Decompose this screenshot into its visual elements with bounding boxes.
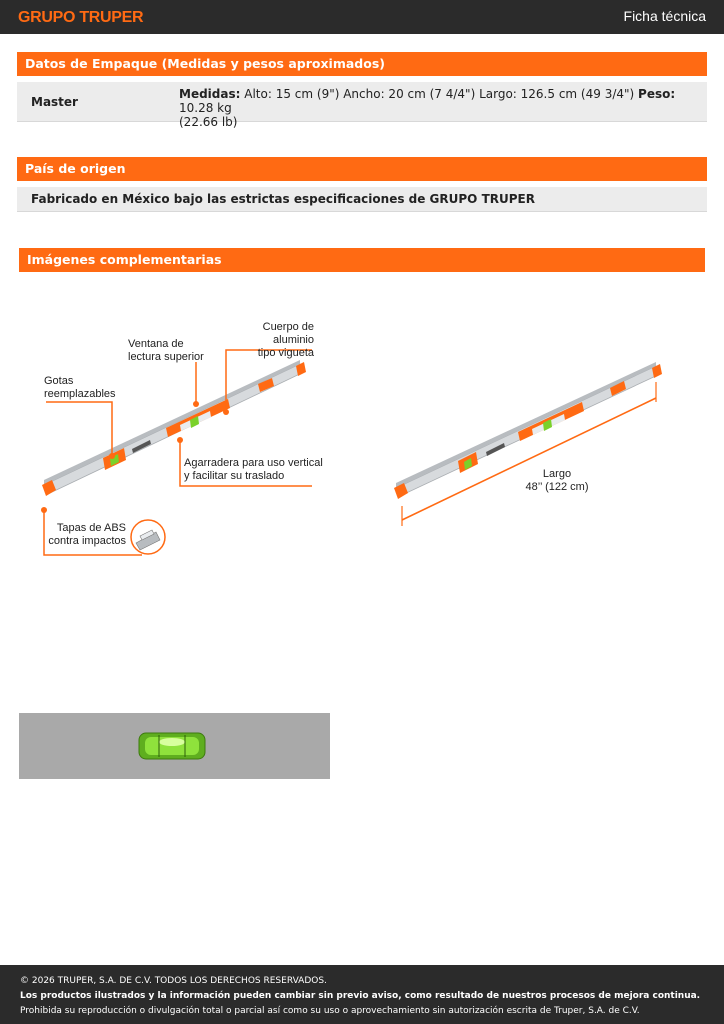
weight-value-lb: (22.66 lb) [179, 115, 238, 129]
callout-reading-window-line1: Ventana de [128, 338, 184, 350]
footer-prohibition: Prohibida su reproducción o divulgación total o parcial así como su uso o aprovechamiento sin autorización escrita de Truper, S.A. de C.V. [20, 1006, 640, 1016]
callout-handle-line2: y facilitar su traslado [184, 470, 285, 482]
measures-label: Medidas: [179, 87, 241, 101]
callout-aluminum-body-line2: tipo vigueta [257, 347, 314, 359]
length-dimension-line [402, 382, 656, 526]
vial-icon [19, 713, 330, 779]
cap-detail-icon [131, 520, 165, 554]
vial-closeup-image [19, 713, 330, 779]
callout-reading-window [128, 338, 204, 364]
document-type: Ficha técnica [623, 8, 706, 24]
brand-logo: GRUPO TRUPER [18, 9, 144, 26]
packaging-row-value [179, 87, 679, 129]
callout-abs-caps-line1: Tapas de ABS [56, 522, 126, 534]
callout-length-value: 48’’ [525, 481, 543, 493]
images-section-title: Imágenes complementarias [19, 248, 705, 272]
callout-handle-line1: Agarradera para uso vertical [184, 457, 323, 469]
packaging-row [17, 82, 707, 129]
measures-value: Alto: 15 cm (9") Ancho: 20 cm (7 4/4") Largo: 126.5 cm (49 3/4") [244, 87, 635, 101]
weight-label: Peso: [638, 87, 676, 101]
weight-value: 10.28 kg [179, 101, 232, 115]
callout-reading-window-line2: lectura superior [128, 351, 204, 363]
origin-text: Fabricado en México bajo las estrictas especificaciones de GRUPO TRUPER [31, 192, 535, 206]
callout-abs-caps-line2: contra impactos [48, 535, 126, 547]
callout-aluminum-body [228, 321, 314, 360]
callout-vials-line1: Gotas [44, 375, 74, 387]
callout-abs-caps [44, 522, 126, 548]
callout-length-label: Largo [542, 468, 572, 480]
packaging-row-label: Master [31, 95, 78, 109]
callout-length-value-line [520, 481, 594, 494]
footer [0, 965, 724, 1024]
callout-handle [184, 457, 323, 483]
callout-vials-line2: reemplazables [44, 388, 116, 400]
origin-section-title: País de origen [17, 157, 707, 181]
footer-notice: Los productos ilustrados y la información pueden cambiar sin previo aviso, como resultado de nuestros procesos de mejora continua. [20, 991, 701, 1001]
packaging-section-title: Datos de Empaque (Medidas y pesos aproximados) [17, 52, 707, 76]
callout-length-metric: (122 cm) [545, 481, 589, 493]
top-bar [0, 0, 724, 34]
callout-vials [44, 375, 116, 401]
origin-row [17, 187, 707, 212]
callout-aluminum-body-line1: Cuerpo de aluminio [262, 321, 314, 346]
callout-length [520, 468, 594, 494]
footer-copyright: © 2026 TRUPER, S.A. DE C.V. TODOS LOS DERECHOS RESERVADOS. [20, 976, 327, 986]
